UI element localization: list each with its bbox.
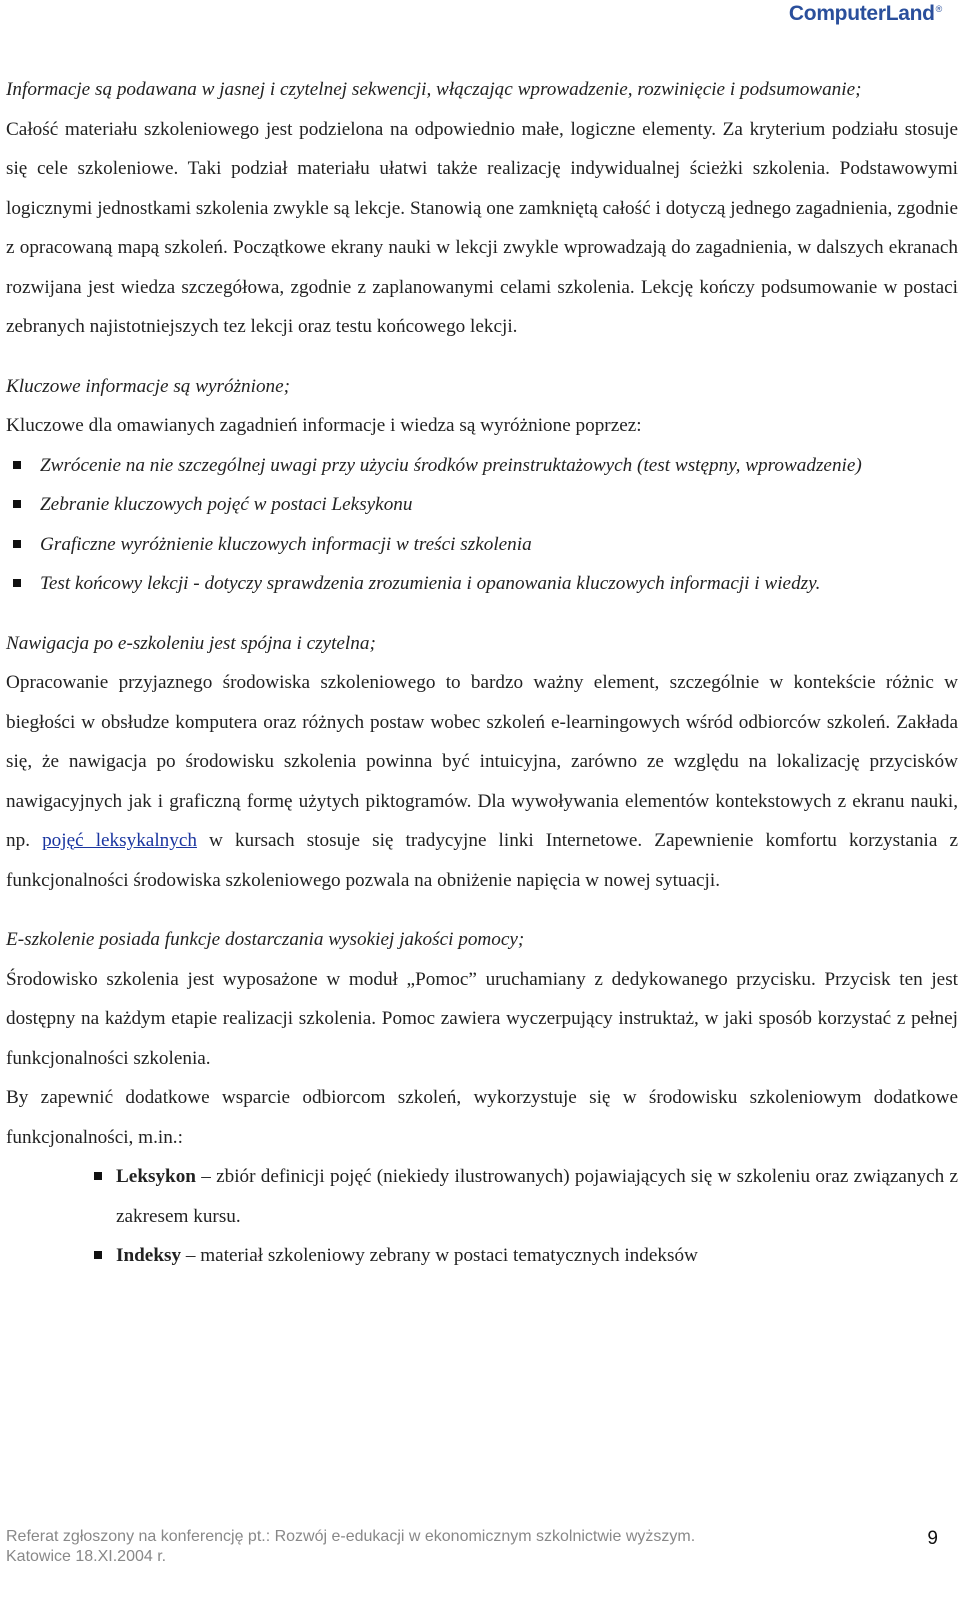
- page-footer: [6, 1527, 958, 1567]
- list-item: Leksykon – zbiór definicji pojęć (niekiedy ilustrowanych) pojawiających się w szkoleniu oraz związanych z zakresem kursu.: [6, 1157, 958, 1236]
- footer-date-line: Katowice 18.XI.2004 r.: [6, 1548, 167, 1565]
- section-intro-key-info: Kluczowe dla omawianych zagadnień informacje i wiedza są wyróżnione poprzez:: [6, 415, 642, 436]
- list-item: Indeksy – materiał szkoleniowy zebrany w postaci tematycznych indeksów: [6, 1236, 958, 1276]
- square-bullet-icon: [13, 579, 21, 587]
- section-heading-sequence: Informacje są podawana w jasnej i czytelnej sekwencji, włączając wprowadzenie, rozwinięcie i podsumowanie;: [6, 79, 862, 100]
- section-heading-navigation: Nawigacja po e-szkoleniu jest spójna i czytelna;: [6, 632, 376, 654]
- section-body-navigation: Opracowanie przyjaznego środowiska szkoleniowego to bardzo ważny element, szczególnie w kontekście różnic w biegłości w obsłudze komputera oraz różnych postaw wobec szkoleń e-learningowych wśród odbiorców szkoleń. Zakłada się, że nawigacja po środowisku szkolenia powinna być intuicyjna, zarówno ze względu na lokalizację przycisków nawigacyjnych jak i graficzną formę użytych piktogramów. Dla wywoływania elementów kontekstowych z ekranu nauki, np. pojęć leksykalnych w kursach stosuje się tradycyjne linki Internetowe. Zapewnienie komfortu korzystania z funkcjonalności środowiska szkoleniowego pozwala na obniżenie napięcia w nowej sytuacji.: [6, 672, 959, 891]
- square-bullet-icon: [13, 540, 21, 548]
- page-number: 9: [927, 1528, 938, 1549]
- registered-mark: ®: [935, 4, 942, 14]
- square-bullet-icon: [13, 500, 21, 508]
- square-bullet-icon: [94, 1172, 102, 1180]
- computerland-logo: [789, 2, 942, 26]
- section-heading-help: E-szkolenie posiada funkcje dostarczania wysokiej jakości pomocy;: [6, 929, 525, 950]
- section-body-help-extra: By zapewnić dodatkowe wsparcie odbiorcom szkoleń, wykorzystuje się w środowisku szkoleniowym dodatkowe funkcjonalności, m.in.:: [6, 1087, 958, 1148]
- document-body: [6, 70, 958, 1276]
- section-heading-key-info: Kluczowe informacje są wyróżnione;: [6, 375, 291, 397]
- section-body-sequence: Całość materiału szkoleniowego jest podzielona na odpowiednio małe, logiczne elementy. Za kryterium podziału stosuje się cele szkoleniowe. Taki podział materiału ułatwi także realizację indywidualnej ścieżki szkolenia. Podstawowymi logicznymi jednostkami szkolenia zwykle są lekcje. Stanowią one zamkniętą całość i dotyczą jednego zagadnienia, zgodnie z opracowaną mapą szkoleń. Początkowe ekrany nauki w lekcji zwykle wprowadzają do zagadnienia, w dalszych ekranach rozwijana jest wiedza szczegółowa, zgodnie z zaplanowanymi celami szkolenia. Lekcję kończy podsumowanie w postaci zebranych najistotniejszych tez lekcji oraz testu końcowego lekcji.: [6, 118, 958, 337]
- list-item: Test końcowy lekcji - dotyczy sprawdzenia zrozumienia i opanowania kluczowych informacji i wiedzy.: [6, 564, 958, 604]
- list-item: Zebranie kluczowych pojęć w postaci Leksykonu: [6, 485, 958, 525]
- lexicon-terms-link[interactable]: pojęć leksykalnych: [42, 830, 197, 851]
- key-info-bullet-list: [6, 446, 958, 604]
- square-bullet-icon: [94, 1251, 102, 1259]
- section-body-help: Środowisko szkolenia jest wyposażone w moduł „Pomoc” uruchamiany z dedykowanego przycisku. Przycisk ten jest dostępny na każdym etapie realizacji szkolenia. Pomoc zawiera wyczerpujący instruktaż, w jaki sposób korzystać z pełnej funkcjonalności szkolenia.: [6, 968, 958, 1069]
- list-item: Zwrócenie na nie szczególnej uwagi przy użyciu środków preinstruktażowych (test wstępny, wprowadzenie): [6, 446, 958, 486]
- footer-conference-line: Referat zgłoszony na konferencję pt.: Rozwój e-edukacji w ekonomicznym szkolnictwie wyższym.: [6, 1528, 696, 1545]
- list-item: Graficzne wyróżnienie kluczowych informacji w treści szkolenia: [6, 525, 958, 565]
- logo-text: ComputerLand: [788, 2, 935, 25]
- help-features-bullet-list: [6, 1157, 958, 1276]
- square-bullet-icon: [13, 461, 21, 469]
